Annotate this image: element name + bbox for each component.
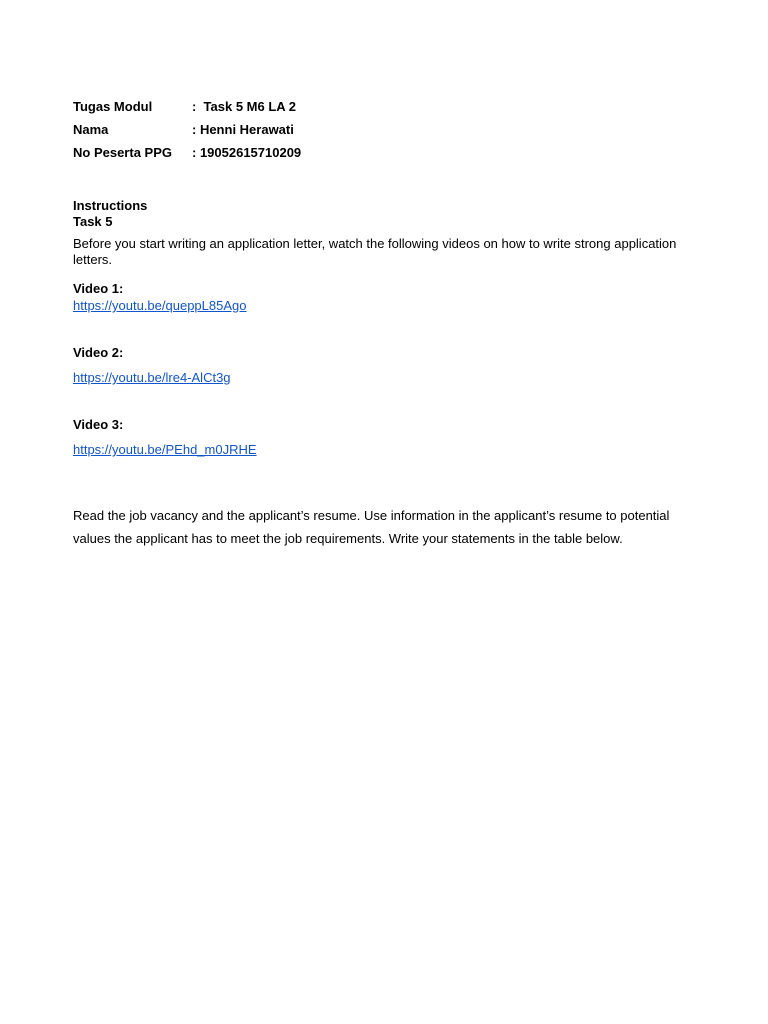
instructions-heading-block: [73, 198, 703, 230]
meta-row-nama: [73, 122, 703, 145]
video-2-link[interactable]: https://youtu.be/lre4-AlCt3g: [73, 370, 231, 385]
document-content: [73, 99, 703, 550]
meta-label: Nama: [73, 122, 109, 137]
meta-value: : Task 5 M6 LA 2: [192, 99, 297, 114]
instructions-intro: Before you start writing an application letter, watch the following videos on how to write strong application letters.: [73, 236, 677, 267]
video-3-label: Video 3:: [73, 417, 124, 432]
video-1-label: Video 1:: [73, 281, 124, 296]
reading-instructions: Read the job vacancy and the applicant’s resume. Use information in the applicant’s resume to potential values the applicant has to meet the job requirements. Write your statements in the table below.: [73, 508, 670, 546]
meta-label: No Peserta PPG: [73, 145, 172, 160]
instructions-heading: Instructions: [73, 198, 148, 213]
video-3-block: [73, 417, 703, 459]
meta-value: : Henni Herawati: [192, 122, 294, 137]
video-1-block: [73, 281, 703, 315]
task-heading: Task 5: [73, 214, 113, 229]
meta-value: : 19052615710209: [192, 145, 302, 160]
video-3-link[interactable]: https://youtu.be/PEhd_m0JRHE: [73, 442, 257, 457]
meta-label: Tugas Modul: [73, 99, 153, 114]
meta-row-tugas-modul: [73, 99, 703, 122]
video-1-link[interactable]: https://youtu.be/queppL85Ago: [73, 298, 247, 313]
video-2-block: [73, 345, 703, 387]
video-2-label: Video 2:: [73, 345, 124, 360]
meta-row-no-peserta: [73, 145, 703, 168]
